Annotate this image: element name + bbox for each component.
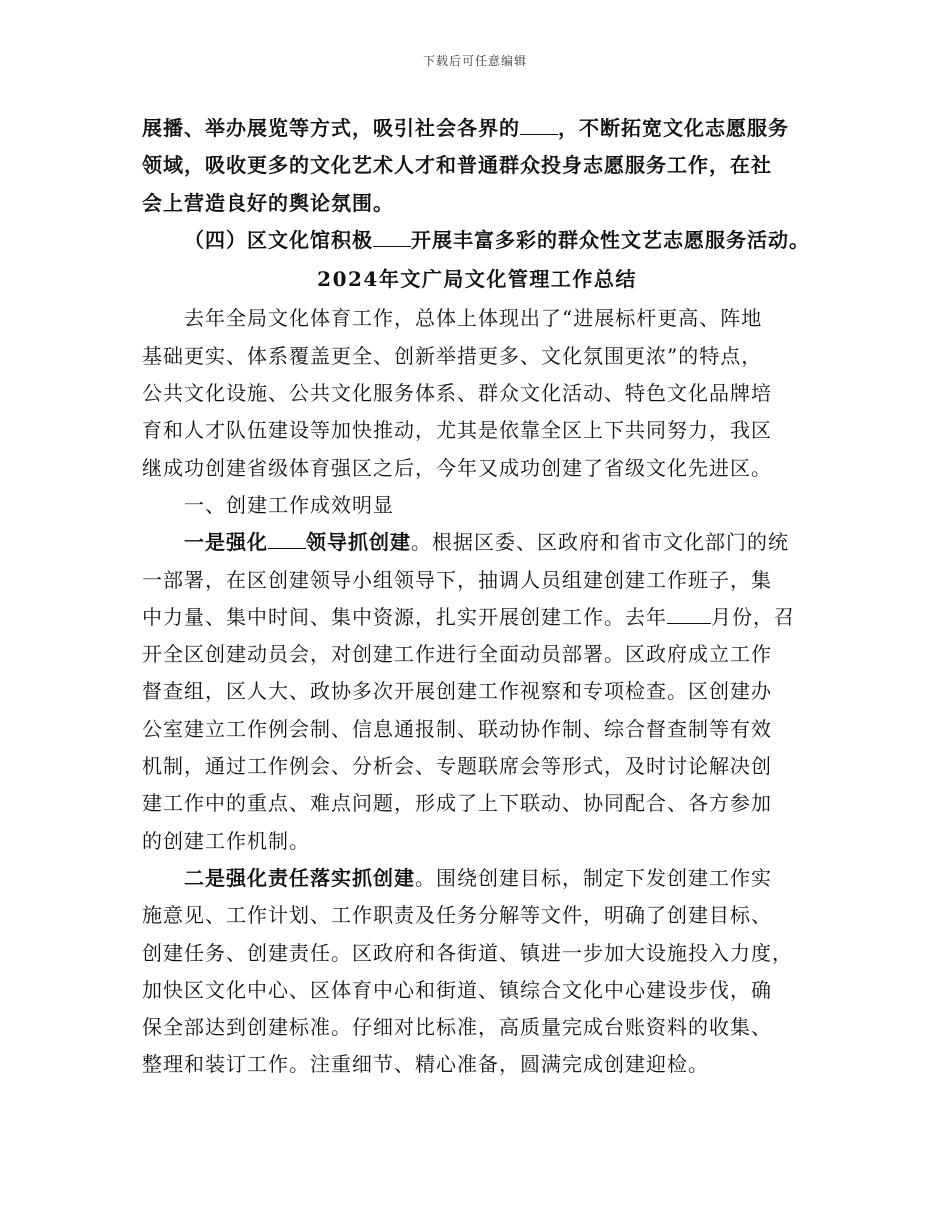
fill-in-blank: [520, 116, 558, 135]
paragraph-line: 机制，通过工作例会、分析会、专题联席会等形式，及时讨论解决创: [142, 754, 772, 779]
paragraph-line: 一是强化 领导抓创建。根据区委、区政府和省市文化部门的统: [184, 530, 789, 555]
paragraph-line: 建工作中的重点、难点问题，形成了上下联动、协同配合、各方参加: [142, 791, 772, 816]
paragraph-line: 去年全局文化体育工作，总体上体现出了“进展标杆更高、阵地: [184, 306, 763, 331]
section-four-line: （四）区文化馆积极 开展丰富多彩的群众性文艺志愿服务活动。: [184, 227, 810, 252]
paragraph-line: 公共文化设施、公共文化服务体系、群众文化活动、特色文化品牌培: [142, 381, 772, 406]
paragraph-line: 二是强化责任落实抓创建。围绕创建目标，制定下发创建工作实: [184, 865, 772, 890]
paragraph-line: 创建任务、创建责任。区政府和各街道、镇进一步加大设施投入力度，: [142, 940, 793, 965]
document-title: 2024年文广局文化管理工作总结: [317, 267, 637, 292]
paragraph-line: 加快区文化中心、区体育中心和街道、镇综合文化中心建设步伐，确: [142, 977, 772, 1002]
paragraph-line: 开全区创建动员会，对创建工作进行全面动员部署。区政府成立工作: [142, 642, 772, 667]
paragraph-line: 施意见、工作计划、工作职责及任务分解等文件，明确了创建目标、: [142, 903, 772, 928]
paragraph-line: 的创建工作机制。: [142, 828, 310, 853]
paragraph-line: 继成功创建省级体育强区之后，今年又成功创建了省级文化先进区。: [142, 455, 772, 480]
section-heading: 一、创建工作成效明显: [184, 492, 394, 517]
text-line: 会上营造良好的舆论氛围。: [142, 190, 394, 215]
paragraph-line: 中力量、集中时间、集中资源，扎实开展创建工作。去年 月份，召: [142, 604, 795, 629]
paragraph-line: 一部署，在区创建领导小组领导下，抽调人员组建创建工作班子，集: [142, 567, 772, 592]
paragraph-line: 整理和装订工作。注重细节、精心准备，圆满完成创建迎检。: [142, 1052, 709, 1077]
paragraph-line: 公室建立工作例会制、信息通报制、联动协作制、综合督查制等有效: [142, 716, 772, 741]
text-line: 领域，吸收更多的文化艺术人才和普通群众投身志愿服务工作，在社: [142, 153, 772, 178]
paragraph-line: 育和人才队伍建设等加快推动，尤其是依靠全区上下共同努力，我区: [142, 418, 772, 443]
fill-in-blank: [667, 605, 711, 624]
document-body: [142, 110, 812, 1084]
paragraph-line: 基础更实、体系覆盖更全、创新举措更多、文化氛围更浓”的特点，: [142, 343, 763, 368]
paragraph-line: 保全部达到创建标准。仔细对比标准，高质量完成台账资料的收集、: [142, 1015, 772, 1040]
page-header-note: 下载后可任意编辑: [422, 54, 527, 68]
text-line: 展播、举办展览等方式，吸引社会各界的 ，不断拓宽文化志愿服务: [142, 116, 789, 140]
fill-in-blank: [373, 228, 411, 247]
paragraph-line: 督查组，区人大、政协多次开展创建工作视察和专项检查。区创建办: [142, 679, 772, 704]
fill-in-blank: [268, 530, 306, 549]
